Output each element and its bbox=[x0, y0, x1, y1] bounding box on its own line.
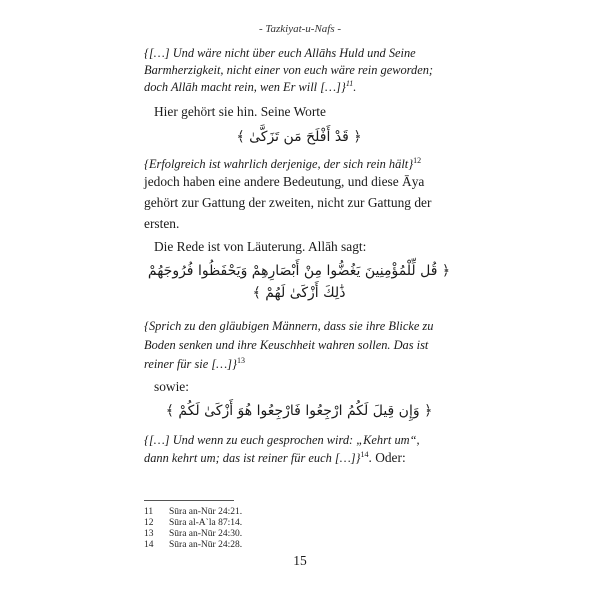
footnote-11 bbox=[144, 507, 242, 518]
quote-paragraph-7 bbox=[144, 432, 454, 467]
footnote-text: Sūra al-A`la 87:14. bbox=[169, 518, 243, 528]
quote-line bbox=[144, 356, 454, 373]
quote-line: Barmherzigkeit, nicht einer von euch wäre rein geworden; bbox=[144, 63, 434, 77]
footnote-text: Sūra an-Nūr 24:21. bbox=[169, 507, 243, 517]
quote-text: doch Allāh macht rein, wen Er will […]} bbox=[144, 80, 346, 94]
quote-paragraph-1 bbox=[144, 45, 454, 96]
arabic-verse-3: ﴿ وَإِن قِيلَ لَكُمُ ارْجِعُوا فَارْجِعُوا هُوَ أَزْكَىٰ لَكُمْ ﴾ bbox=[165, 403, 433, 419]
text-tail: . Oder: bbox=[368, 450, 406, 465]
quote-line: {Sprich zu den gläubigen Männern, dass sie ihre Blicke zu bbox=[144, 319, 434, 333]
footnote-ref-12: 12 bbox=[413, 155, 422, 165]
quote-text: {Erfolgreich ist wahrlich derjenige, der sich rein hält} bbox=[144, 157, 414, 171]
arabic-verse-1: ﴿ قَدْ أَفْلَحَ مَن تَزَكَّىٰ ﴾ bbox=[236, 129, 362, 145]
footnote-text: Sūra an-Nūr 24:28. bbox=[169, 540, 243, 550]
text-paragraph-6: sowie: bbox=[154, 379, 189, 394]
arabic-verse-2 bbox=[144, 260, 454, 304]
quote-text: dann kehrt um; das ist reiner für euch […]} bbox=[144, 451, 361, 465]
text-paragraph-3 bbox=[144, 156, 454, 233]
punctuation: . bbox=[353, 80, 357, 94]
quote-line bbox=[144, 79, 454, 96]
footnote-number: 12 bbox=[144, 518, 154, 528]
text-line: ersten. bbox=[144, 216, 180, 231]
quote-line bbox=[144, 156, 454, 173]
footnote-12 bbox=[144, 518, 242, 529]
footnote-text: Sūra an-Nūr 24:30. bbox=[169, 529, 243, 539]
footnote-13 bbox=[144, 529, 242, 540]
text-paragraph-2: Hier gehört sie hin. Seine Worte bbox=[154, 104, 326, 119]
quote-line: Boden senken und ihre Keuschheit wahren sollen. Das ist bbox=[144, 338, 429, 352]
quote-text: reiner für sie […]} bbox=[144, 357, 237, 371]
footnote-ref-14: 14 bbox=[360, 449, 369, 459]
verse-line: ذَٰلِكَ أَزْكَىٰ لَهُمْ ﴾ bbox=[252, 285, 346, 301]
quote-line: {[…] Und wenn zu euch gesprochen wird: „Kehrt um“, bbox=[144, 433, 420, 447]
quote-line bbox=[144, 449, 454, 467]
quote-line: {[…] Und wäre nicht über euch Allāhs Huld und Seine bbox=[144, 46, 416, 60]
text-paragraph-4: Die Rede ist von Läuterung. Allāh sagt: bbox=[154, 239, 367, 254]
footnote-number: 14 bbox=[144, 540, 154, 550]
footnote-divider bbox=[144, 500, 234, 501]
footnote-14 bbox=[144, 540, 242, 551]
footnote-number: 11 bbox=[144, 507, 154, 517]
verse-line: ﴿ قُل لِّلْمُؤْمِنِينَ يَغُضُّوا مِنْ أَبْصَارِهِمْ وَيَحْفَظُوا فُرُوجَهُمْ bbox=[147, 263, 451, 279]
footnote-ref-11: 11 bbox=[345, 78, 354, 88]
text-line: jedoch haben eine andere Bedeutung, und diese Āya bbox=[144, 174, 425, 189]
footnote-number: 13 bbox=[144, 529, 154, 539]
footnote-ref-13: 13 bbox=[236, 355, 245, 365]
text-line: gehört zur Gattung der zweiten, nicht zur Gattung der bbox=[144, 195, 432, 210]
page-number: 15 bbox=[293, 553, 307, 568]
running-header: - Tazkiyat-u-Nafs - bbox=[258, 23, 342, 35]
quote-paragraph-5 bbox=[144, 318, 454, 373]
